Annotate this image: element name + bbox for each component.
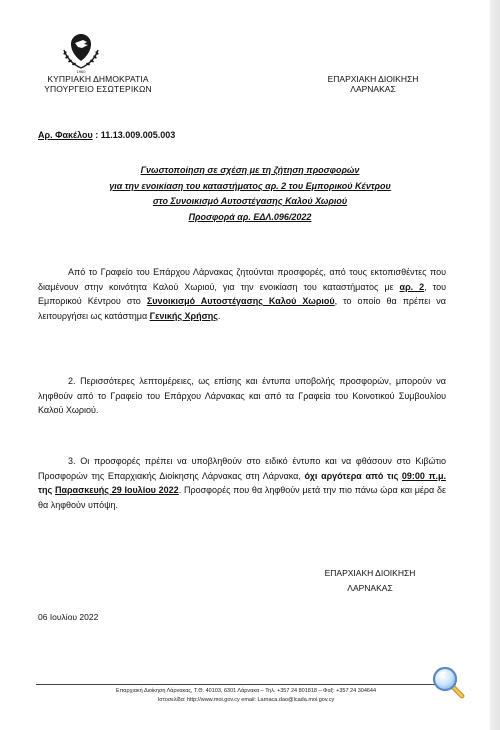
district-header <box>318 74 428 94</box>
footer-divider <box>36 684 456 685</box>
p1-location: Συνοικισμό Αυτοστέγασης Καλού Χωριού <box>146 296 335 306</box>
header-ministry: ΥΠΟΥΡΓΕΙΟ ΕΣΩΤΕΡΙΚΩΝ <box>44 84 152 94</box>
title-line-1: Γνωστοποίηση σε σχέση με τη ζήτηση προσφορών <box>140 165 360 175</box>
header-district-city: ΛΑΡΝΑΚΑΣ <box>350 84 396 94</box>
title-line-4: Προσφορά αρ. ΕΔΛ.096/2022 <box>188 211 312 222</box>
file-number <box>38 130 175 140</box>
signature-line-1: ΕΠΑΡΧΙΑΚΗ ΔΙΟΙΚΗΣΗ <box>324 568 416 578</box>
ministry-header <box>38 74 158 94</box>
p1-shop-number: αρ. 2 <box>399 281 425 292</box>
p3-text-a: 3. Οι προσφορές πρέπει να υποβληθούν στο ειδικό έντυπο και να φθάσουν στο Κιβώτιο Προσφορών της Επαρχιακής Διοίκησης Λάρνακας στη Λάρνακα, <box>38 456 446 481</box>
p1-text-d: . <box>217 310 221 321</box>
title-line-3: στο Συνοικισμό Αυτοστέγασης Καλού Χωριού <box>152 196 348 206</box>
title-line-2: για την ενοικίαση του καταστήματος αρ. 2 του Εμπορικού Κέντρου <box>109 180 391 191</box>
notice-title <box>60 163 440 225</box>
footer-contact: Ιστοσελίδα: http://www.moi.gov.cy email: Larnaca.dao@lcada.moi.gov.cy <box>157 697 335 703</box>
footer <box>36 687 456 705</box>
p3-deadline-mid: της <box>38 485 55 495</box>
header-republic: ΚΥΠΡΙΑΚΗ ΔΗΜΟΚΡΑΤΙΑ <box>47 74 149 84</box>
document-date: 06 Ιουλίου 2022 <box>38 612 99 622</box>
header-district-admin: ΕΠΑΡΧΙΑΚΗ ΔΙΟΙΚΗΣΗ <box>327 74 419 84</box>
cyprus-coat-of-arms-icon <box>58 30 104 74</box>
signature-line-2: ΛΑΡΝΑΚΑΣ <box>347 583 393 593</box>
paragraph-2: 2. Περισσότερες λεπτομέρειες, ως επίσης και έντυπα υποβολής προσφορών, μπορούν να ληφθούν από το Γραφείο του Επάρχου Λάρνακας και από τα Γραφεία του Κοινοτικού Συμβουλίου Καλού Χωριού. <box>38 376 446 415</box>
magnifier-zoom-icon[interactable] <box>430 664 466 700</box>
signature-block <box>310 566 430 596</box>
p1-text-b: , του Εμπορικού Κέντρου στο <box>38 281 447 306</box>
p1-text-a: Από το Γραφείο του Επάρχου Λάρνακας ζητούνται προσφορές, από τους εκτοπισθέντες που διαμένουν στην κοινότητα Καλού Χωριού, για την ενοικίαση του καταστήματος με <box>38 267 446 292</box>
paragraph-1 <box>38 265 446 323</box>
p3-deadline-time: 09:00 π.μ. <box>401 470 447 481</box>
p1-use: Γενικής Χρήσης <box>149 310 218 321</box>
p3-deadline-date: Παρασκευής 29 Ιουλίου 2022 <box>54 485 179 495</box>
svg-text:1960: 1960 <box>76 69 86 74</box>
p1-text-c: , το οποίο θα πρέπει να λειτουργήσει ως κατάστημα <box>38 296 446 321</box>
file-number-value: : 11.13.009.005.003 <box>95 130 176 140</box>
scrollbar-strip <box>490 0 500 730</box>
file-number-label: Αρ. Φακέλου <box>38 130 93 140</box>
footer-address: Επαρχιακή Διοίκηση Λάρνακας, Τ.Θ. 40103, 6301 Λάρνακα – Τηλ. +357 24 801818 – Φαξ: +357 24 304644 <box>115 688 377 694</box>
p3-deadline-prefix: όχι αργότερα από τις <box>304 470 402 481</box>
paragraph-3 <box>38 454 446 512</box>
p3-text-b: . Προσφορές που θα ληφθούν μετά την πιο πάνω ώρα και μέρα δε θα ληφθούν υπόψη. <box>38 485 447 510</box>
